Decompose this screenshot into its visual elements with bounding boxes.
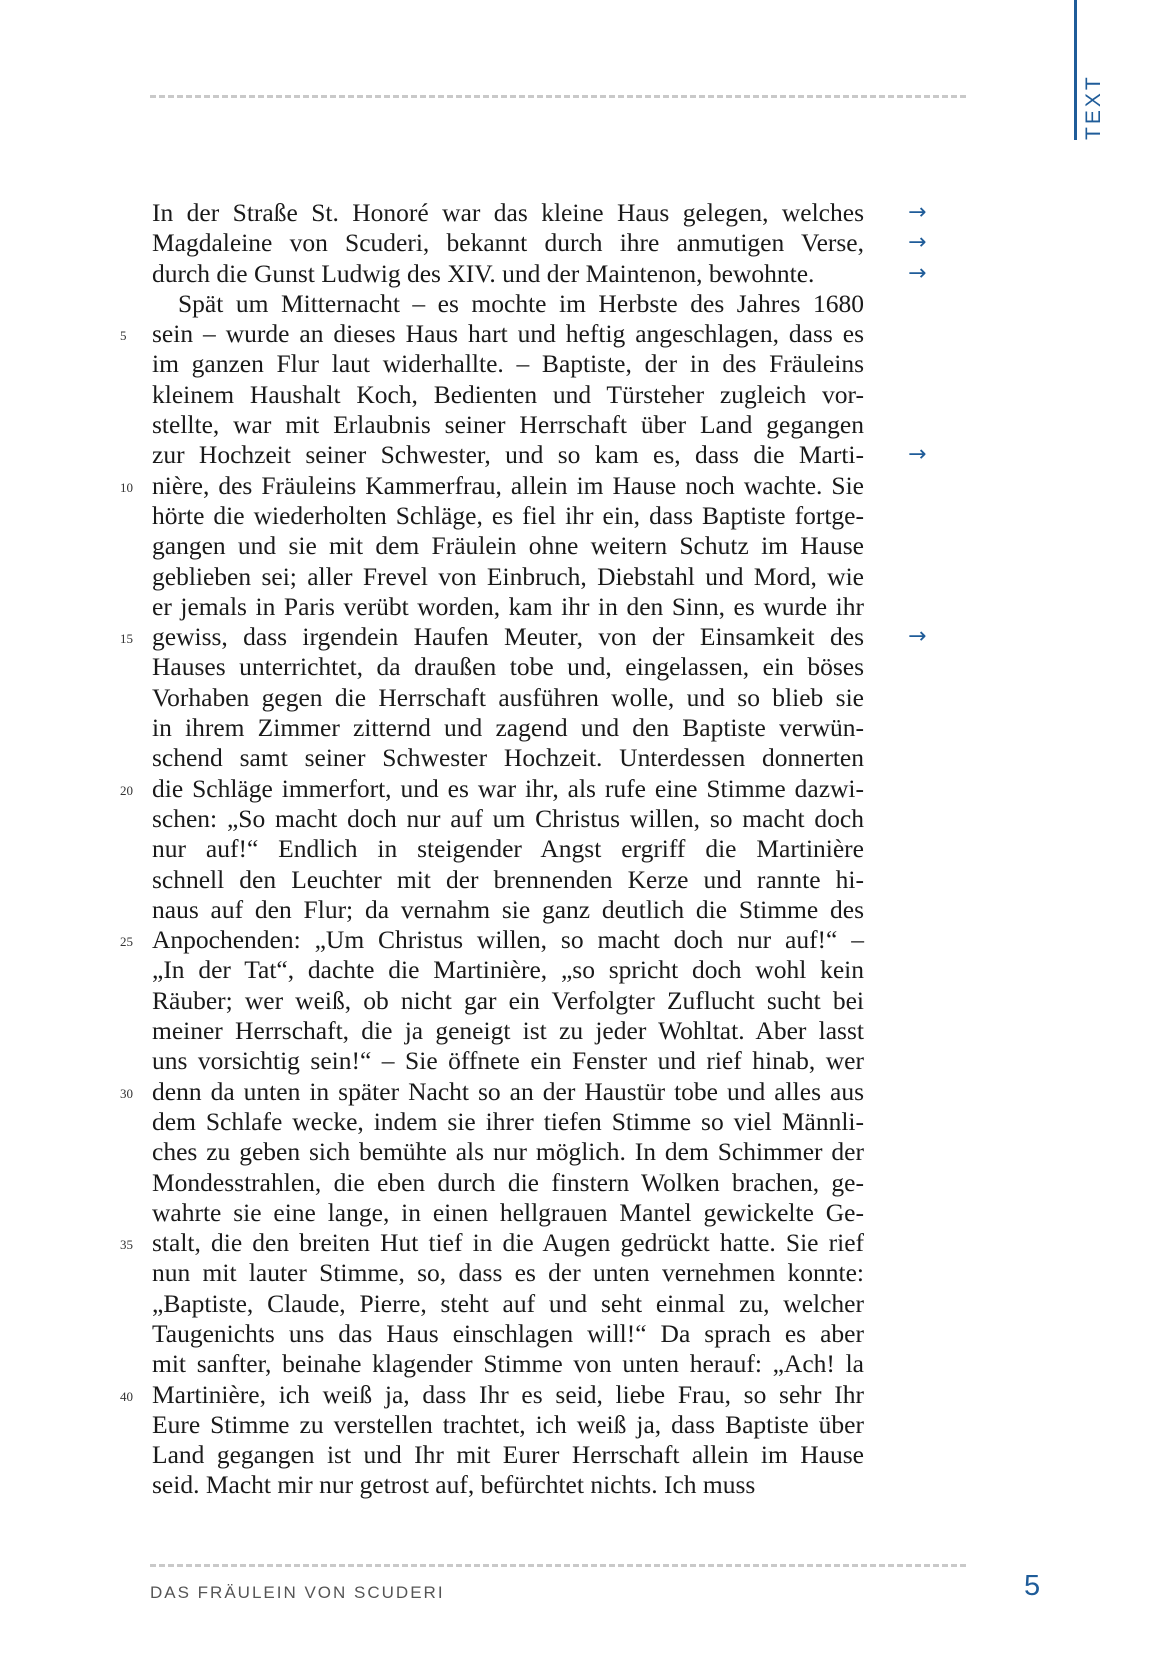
text-line xyxy=(120,1076,864,1107)
line-number: 5 xyxy=(120,328,127,344)
text-line xyxy=(120,1228,864,1258)
line-text: Martinière, ich weiß ja, dass Ihr es seid, liebe Frau, so sehr Ihr xyxy=(152,1379,864,1409)
page-number: 5 xyxy=(1024,1570,1041,1602)
line-text: im ganzen Flur laut widerhallte. – Baptiste, der in des Fräuleins xyxy=(152,349,864,379)
text-line xyxy=(152,865,864,895)
text-line xyxy=(152,410,864,440)
text-line xyxy=(152,198,927,228)
text-line xyxy=(152,1046,864,1076)
text-line xyxy=(120,773,864,804)
text-line xyxy=(152,986,864,1016)
line-text: Mondesstrahlen, die eben durch die finstern Wolken brachen, ge- xyxy=(152,1167,864,1197)
line-text: zur Hochzeit seiner Schwester, und so kam es, dass die Marti- xyxy=(152,440,864,470)
line-text: wahrte sie eine lange, in einen hellgrauen Mantel gewickelte Ge- xyxy=(152,1197,864,1227)
line-text: Magdaleine von Scuderi, bekannt durch ihre anmutigen Verse, xyxy=(152,228,864,258)
line-text: nière, des Fräuleins Kammerfrau, allein im Hause noch wachte. Sie xyxy=(152,470,864,500)
text-line xyxy=(152,652,864,682)
text-line xyxy=(152,228,927,258)
line-text: naus auf den Flur; da vernahm sie ganz deutlich die Stimme des xyxy=(152,894,864,924)
text-line xyxy=(152,1440,864,1470)
text-line xyxy=(152,1289,864,1319)
text-line xyxy=(152,955,864,985)
text-line xyxy=(152,562,864,592)
text-line xyxy=(152,380,864,410)
line-text: meiner Herrschaft, die ja geneigt ist zu jeder Wohltat. Aber lasst xyxy=(152,1016,864,1046)
text-line xyxy=(152,895,864,925)
text-line xyxy=(152,1349,864,1379)
line-text: denn da unten in später Nacht so an der Haustür tobe und alles aus xyxy=(152,1076,864,1106)
text-line xyxy=(152,743,864,773)
line-text: Räuber; wer weiß, ob nicht gar ein Verfolgter Zuflucht sucht bei xyxy=(152,985,864,1015)
line-number: 35 xyxy=(120,1237,133,1253)
top-divider xyxy=(150,95,966,98)
text-line xyxy=(152,1410,864,1440)
text-line xyxy=(152,501,864,531)
line-text: Eure Stimme zu verstellen trachtet, ich weiß ja, dass Baptiste über xyxy=(152,1409,864,1439)
line-text: hörte die wiederholten Schläge, es fiel ihr ein, dass Baptiste fortge- xyxy=(152,500,864,530)
line-text: sein – wurde an dieses Haus hart und heftig angeschlagen, dass es xyxy=(152,319,864,349)
line-text: „Baptiste, Claude, Pierre, steht auf und seht einmal zu, welcher xyxy=(152,1288,864,1318)
line-text: schnell den Leuchter mit der brennenden Kerze und rannte hi- xyxy=(152,864,864,894)
line-text: stalt, die den breiten Hut tief in die Augen gedrückt hatte. Sie rief xyxy=(152,1228,864,1258)
text-line xyxy=(120,622,927,652)
text-line xyxy=(120,319,864,349)
line-text: die Schläge immerfort, und es war ihr, als rufe eine Stimme dazwi- xyxy=(152,773,864,803)
text-line xyxy=(152,683,864,713)
line-text: In der Straße St. Honoré war das kleine Haus gelegen, welches xyxy=(152,198,864,227)
right-arrow-icon[interactable]: → xyxy=(908,200,927,225)
line-text: gangen und sie mit dem Fräulein ohne weitern Schutz im Hause xyxy=(152,531,864,561)
line-text: Spät um Mitternacht – es mochte im Herbste des Jahres 1680 xyxy=(178,288,864,318)
text-line xyxy=(152,1168,864,1198)
line-text: dem Schlafe wecke, indem sie ihrer tiefen Stimme so viel Männli- xyxy=(152,1106,864,1136)
right-arrow-icon[interactable]: → xyxy=(908,442,927,468)
text-line xyxy=(152,289,864,319)
line-number: 10 xyxy=(120,479,133,495)
text-line xyxy=(152,592,864,622)
text-line xyxy=(152,834,864,864)
section-label: TEXT xyxy=(1082,74,1105,140)
line-text: stellte, war mit Erlaubnis seiner Herrschaft über Land gegangen xyxy=(152,410,864,440)
line-text: ches zu geben sich bemühte als nur möglich. In dem Schimmer der xyxy=(152,1137,864,1167)
line-number: 40 xyxy=(120,1388,133,1404)
running-footer-title: DAS FRÄULEIN VON SCUDERI xyxy=(150,1583,445,1602)
line-number: 25 xyxy=(120,934,133,950)
line-text: Vorhaben gegen die Herrschaft ausführen wolle, und so blieb sie xyxy=(152,682,864,712)
line-text: „In der Tat“, dachte die Martinière, „so spricht doch wohl kein xyxy=(152,955,864,985)
text-line xyxy=(152,258,927,289)
line-text: nun mit lauter Stimme, so, dass es der unten vernehmen konnte: xyxy=(152,1258,864,1288)
line-text: in ihrem Zimmer zitternd und zagend und den Baptiste verwün- xyxy=(152,713,864,743)
text-line xyxy=(152,1470,864,1500)
line-text: durch die Gunst Ludwig des XIV. und der Maintenon, bewohnte. xyxy=(152,258,815,288)
right-arrow-icon[interactable]: → xyxy=(908,230,927,256)
line-text: Taugenichts uns das Haus einschlagen will!“ Da sprach es aber xyxy=(152,1318,864,1348)
line-text: schen: „So macht doch nur auf um Christus willen, so macht doch xyxy=(152,803,864,833)
text-line xyxy=(152,804,864,834)
text-line xyxy=(152,349,864,379)
line-text: seid. Macht mir nur getrost auf, befürchtet nichts. Ich muss xyxy=(152,1470,756,1500)
line-text: Land gegangen ist und Ihr mit Eurer Herrschaft allein im Hause xyxy=(152,1440,864,1470)
text-line xyxy=(152,531,864,561)
right-arrow-icon[interactable]: → xyxy=(908,624,927,650)
line-text: kleinem Haushalt Koch, Bedienten und Türsteher zugleich vor- xyxy=(152,379,864,409)
text-line xyxy=(120,1379,864,1410)
text-line xyxy=(152,1319,864,1349)
side-accent-rule xyxy=(1074,0,1077,140)
line-number: 15 xyxy=(120,631,133,647)
text-line xyxy=(152,1107,864,1137)
line-text: er jemals in Paris verübt worden, kam ihr in den Sinn, es wurde ihr xyxy=(152,591,864,621)
right-arrow-icon[interactable]: → xyxy=(908,260,927,286)
line-text: uns vorsichtig sein!“ – Sie öffnete ein Fenster und rief hinab, wer xyxy=(152,1046,864,1076)
text-line xyxy=(120,470,864,501)
text-line xyxy=(152,1258,864,1288)
line-text: schend samt seiner Schwester Hochzeit. Unterdessen donnerten xyxy=(152,743,864,773)
text-line xyxy=(120,925,864,955)
text-line xyxy=(152,1016,864,1046)
line-text: Hauses unterrichtet, da draußen tobe und, eingelassen, ein böses xyxy=(152,652,864,682)
text-line xyxy=(152,713,864,743)
text-line xyxy=(152,440,927,470)
line-number: 20 xyxy=(120,782,133,798)
line-text: mit sanfter, beinahe klagender Stimme von unten herauf: „Ach! la xyxy=(152,1349,864,1379)
body-text xyxy=(120,198,927,1501)
line-text: gewiss, dass irgendein Haufen Meuter, von der Einsamkeit des xyxy=(152,622,864,652)
line-number: 30 xyxy=(120,1085,133,1101)
line-text: Anpochenden: „Um Christus willen, so macht doch nur auf!“ – xyxy=(152,925,864,955)
text-line xyxy=(152,1137,864,1167)
bottom-divider xyxy=(150,1564,966,1567)
text-line xyxy=(152,1198,864,1228)
line-text: nur auf!“ Endlich in steigender Angst ergriff die Martinière xyxy=(152,834,864,864)
line-text: geblieben sei; aller Frevel von Einbruch, Diebstahl und Mord, wie xyxy=(152,561,864,591)
